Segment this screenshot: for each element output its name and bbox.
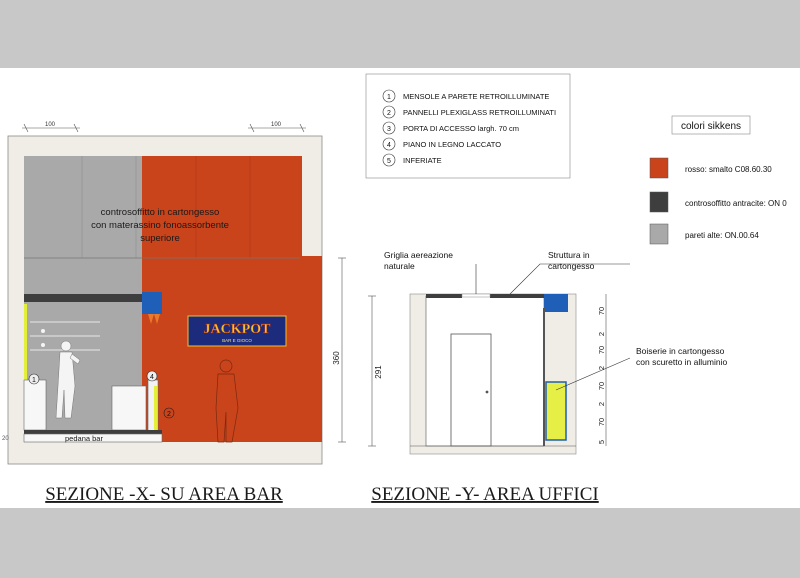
callout-4: 4: [150, 374, 154, 381]
section-x-title: SEZIONE -X- SU AREA BAR: [45, 484, 283, 505]
boiserie-panel: [546, 382, 566, 440]
counter-left: [24, 380, 46, 430]
svg-text:4: 4: [387, 142, 391, 149]
legend-item-2: [383, 106, 556, 118]
section-y-room: [426, 296, 544, 446]
right-dimension-stack: [597, 307, 606, 444]
svg-text:1: 1: [387, 94, 391, 101]
swatch-gray: [650, 224, 668, 244]
swatch-red-label: rosso: smalto C08.60.30: [685, 165, 772, 174]
drawing-sheet: [0, 68, 800, 508]
grille-label-1: Griglia aereazione: [384, 250, 453, 260]
dim-right-label: 100: [270, 122, 282, 128]
svg-text:MENSOLE A PARETE RETROILLUMINA: MENSOLE A PARETE RETROILLUMINATE: [403, 92, 550, 101]
structure-label-1: Struttura in: [548, 250, 590, 260]
ceiling-note-line-1: controsoffitto in cartongesso: [100, 207, 220, 218]
height-dim-y: 291: [374, 365, 383, 379]
structure-label-2: cartongesso: [548, 261, 595, 271]
backlight-strip: [24, 304, 27, 384]
svg-text:INFERIATE: INFERIATE: [403, 156, 442, 165]
color-palette: [650, 116, 787, 244]
svg-text:3: 3: [387, 126, 391, 133]
sign-main: JACKPOT: [203, 322, 271, 337]
svg-text:5: 5: [387, 158, 391, 165]
rdim-0: 70: [597, 306, 606, 316]
rdim-4: 70: [597, 381, 606, 391]
rdim-7: 5: [597, 439, 606, 445]
rdim-6: 70: [597, 417, 606, 427]
section-x-drawing: [2, 122, 346, 464]
counter-right: [112, 386, 146, 430]
grille-label-2: naturale: [384, 261, 415, 271]
svg-text:PORTA DI ACCESSO largh. 70 cm: PORTA DI ACCESSO largh. 70 cm: [403, 124, 520, 133]
dim-left-label: 100: [44, 122, 56, 128]
counter-label: pedana bar: [65, 434, 103, 443]
svg-text:2: 2: [387, 110, 391, 117]
rdim-5: 2: [597, 401, 606, 407]
swatch-anthracite-label: controsoffitto antracite: ON 0: [685, 199, 787, 208]
height-dim-x: 360: [332, 351, 341, 365]
palette-title: colori sikkens: [680, 121, 742, 132]
callout-2: 2: [167, 411, 171, 418]
svg-text:PIANO IN LEGNO LACCATO: PIANO IN LEGNO LACCATO: [403, 140, 502, 149]
rdim-2: 70: [597, 345, 606, 355]
boiserie-label-2: con scuretto in alluminio: [636, 357, 728, 367]
section-y-drawing: [368, 250, 727, 454]
architectural-sections: [0, 68, 800, 508]
ceiling-note-line-2: con materassino fonoassorbente: [91, 220, 229, 231]
y-blue-box: [544, 294, 568, 312]
swatch-red: [650, 158, 668, 178]
ceiling-note-line-3: superiore: [140, 233, 180, 244]
rdim-1: 2: [597, 331, 606, 337]
legend-item-3: [383, 122, 519, 134]
rdim-3: 2: [597, 365, 606, 371]
left-edge-dim: 20: [2, 436, 9, 442]
blue-box: [142, 292, 162, 314]
legend-item-1: [383, 90, 549, 102]
section-y-title: SEZIONE -Y- AREA UFFICI: [371, 484, 599, 505]
svg-text:PANNELLI PLEXIGLASS RETROILLUM: PANNELLI PLEXIGLASS RETROILLUMINATI: [403, 108, 557, 117]
swatch-anthracite: [650, 192, 668, 212]
bulkhead: [24, 294, 142, 302]
boiserie-label-1: Boiserie in cartongesso: [636, 346, 725, 356]
legend-box: [366, 74, 570, 178]
sign-sub: BAR E GIOCO: [222, 338, 252, 343]
swatch-gray-label: pareti alte: ON.00.64: [685, 231, 759, 240]
jackpot-sign: [188, 316, 286, 346]
callout-1: 1: [32, 377, 36, 384]
